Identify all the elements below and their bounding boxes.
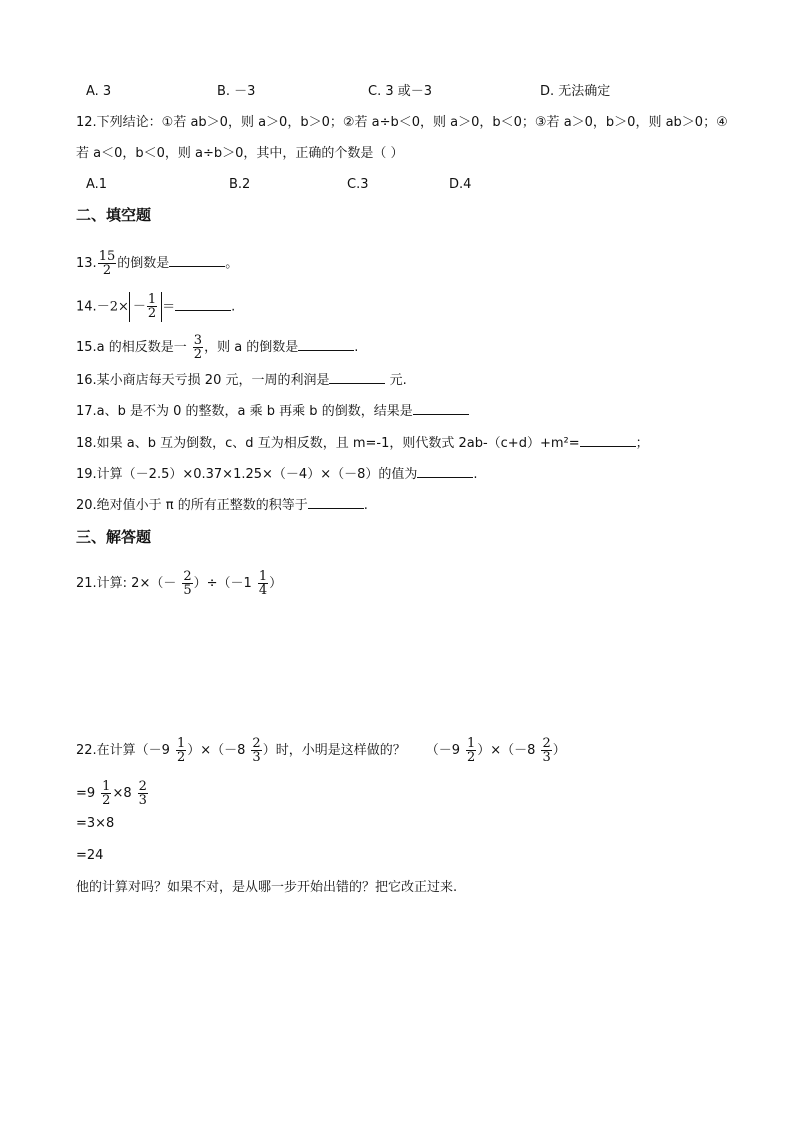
q22-fraction-a-den: 2 <box>176 750 186 765</box>
q14-numerator: 1 <box>147 292 157 307</box>
q20-text: 20.绝对值小于 π 的所有正整数的积等于 <box>76 498 308 513</box>
q13-end: 。 <box>225 256 239 271</box>
q22-fraction-d-den: 3 <box>542 750 551 765</box>
q12-option-d: D.4 <box>449 177 472 192</box>
q21-end: ） <box>269 576 283 591</box>
q11-option-b: B. －3 <box>217 84 256 99</box>
q22-fraction-a-num: 1 <box>176 736 186 751</box>
q22-step1-prefix: =9 <box>76 786 96 801</box>
q14-lead: －2× <box>96 299 129 315</box>
q12-option-b: B.2 <box>229 177 251 192</box>
q22-fraction-c <box>466 737 476 764</box>
q15 <box>76 334 358 361</box>
q13-answer-blank[interactable] <box>169 254 225 267</box>
q22-rep2: ）×（－8 <box>477 743 536 758</box>
q22-step2: =3×8 <box>76 816 115 831</box>
q19-answer-blank[interactable] <box>417 465 473 478</box>
q22-step1-fa-num: 1 <box>102 779 111 794</box>
q22-rep3: ） <box>552 743 566 758</box>
q21-numerator-2: 1 <box>258 569 268 584</box>
q22-fraction-b <box>251 737 261 764</box>
q21-denominator-2: 4 <box>258 583 268 598</box>
q22-prefix: 22.在计算（－9 <box>76 743 170 758</box>
q11-option-d: D. 无法确定 <box>540 84 611 99</box>
q22-mid1: ）×（－8 <box>187 743 246 758</box>
q21-numerator-1: 2 <box>183 569 192 584</box>
q22-statement <box>76 737 566 764</box>
q21-fraction-1 <box>182 570 192 597</box>
q16 <box>76 371 407 391</box>
q21-mid: ）÷（－1 <box>193 576 252 591</box>
q22-fraction-c-den: 2 <box>466 750 476 765</box>
q14-equals: ＝ <box>162 299 176 315</box>
q14-absolute-value <box>129 292 162 322</box>
q19 <box>76 465 478 485</box>
q21 <box>76 570 282 597</box>
q21-denominator-1: 5 <box>183 583 192 598</box>
q15-prefix: 15.a 的相反数是一 <box>76 340 187 355</box>
q22-fraction-c-num: 1 <box>466 736 476 751</box>
q17-answer-blank[interactable] <box>413 402 469 415</box>
q22-step1-fb-num: 2 <box>138 779 147 794</box>
q21-fraction-2 <box>258 570 268 597</box>
q15-end: . <box>354 340 359 355</box>
q17 <box>76 402 469 422</box>
q14-denominator: 2 <box>147 306 157 321</box>
q12-line1: 12.下列结论：①若 ab＞0，则 a＞0，b＞0；②若 a÷b＜0，则 a＞0，b＜0；③若 a＞0，b＞0，则 ab＞0；④ <box>76 115 728 130</box>
q22-step3: =24 <box>76 848 104 863</box>
q19-end: . <box>473 467 478 482</box>
q13-suffix: 的倒数是 <box>117 256 170 271</box>
q22-step1-fraction-a <box>101 780 111 807</box>
q15-numerator: 3 <box>193 333 203 348</box>
q22-fraction-d <box>541 737 551 764</box>
q12-line2: 若 a＜0，b＜0，则 a÷b＞0，其中，正确的个数是（ ） <box>76 146 404 161</box>
q19-text: 19.计算（－2.5）×0.37×1.25×（－4）×（－8）的值为 <box>76 467 418 482</box>
q13-fraction <box>98 250 117 277</box>
q18-answer-blank[interactable] <box>580 434 636 447</box>
q16-answer-blank[interactable] <box>329 371 385 384</box>
q12-option-c: C.3 <box>347 177 369 192</box>
q15-answer-blank[interactable] <box>298 338 354 351</box>
q16-end: 元. <box>385 373 407 388</box>
q22-step1-fa-den: 2 <box>102 793 111 808</box>
section-heading-solve: 三、解答题 <box>76 528 152 546</box>
q13-numerator: 15 <box>98 249 116 264</box>
q14 <box>76 292 235 322</box>
q22-fraction-b-num: 2 <box>252 736 261 751</box>
q22-step1 <box>76 780 149 807</box>
q22-mid2: ）时，小明是这样做的？ <box>262 743 406 758</box>
q22-fraction-b-den: 3 <box>252 750 261 765</box>
q22-fraction-d-num: 2 <box>542 736 551 751</box>
q22-fraction-a <box>176 737 186 764</box>
q17-text: 17.a、b 是不为 0 的整数，a 乘 b 再乘 b 的倒数，结果是 <box>76 404 413 419</box>
q11-option-c: C. 3 或－3 <box>368 84 433 99</box>
q14-fraction <box>147 293 157 320</box>
section-heading-fill-blank: 二、填空题 <box>76 206 152 224</box>
q15-denominator: 2 <box>193 347 203 362</box>
q11-option-a: A. 3 <box>86 84 112 99</box>
q22-rep1: （－9 <box>425 743 460 758</box>
q22-step1-fb-den: 3 <box>138 793 147 808</box>
q13 <box>76 250 238 277</box>
q18-end: ； <box>635 436 649 451</box>
q20-answer-blank[interactable] <box>308 496 364 509</box>
q14-prefix: 14. <box>76 299 97 315</box>
q12-option-a: A.1 <box>86 177 108 192</box>
q13-denominator: 2 <box>102 263 112 278</box>
q16-text: 16.某小商店每天亏损 20 元，一周的利润是 <box>76 373 330 388</box>
q20 <box>76 496 368 516</box>
q18-text: 18.如果 a、b 互为倒数，c、d 互为相反数，且 m=-1，则代数式 2ab-（c+d）+m²= <box>76 436 580 451</box>
q13-prefix: 13. <box>76 256 97 271</box>
q22-step1-fraction-b <box>138 780 148 807</box>
q20-end: . <box>363 498 368 513</box>
q15-fraction <box>193 334 203 361</box>
q14-answer-blank[interactable] <box>175 298 231 311</box>
q22-question: 他的计算对吗？如果不对，是从哪一步开始出错的？把它改正过来. <box>76 880 458 895</box>
q21-prefix: 21.计算: 2×（－ <box>76 576 177 591</box>
q15-mid: ，则 a 的倒数是 <box>204 340 299 355</box>
q14-inner-sign: － <box>132 299 146 314</box>
q18 <box>76 434 649 454</box>
q22-step1-mid: ×8 <box>112 786 132 801</box>
q14-end: . <box>231 299 236 315</box>
